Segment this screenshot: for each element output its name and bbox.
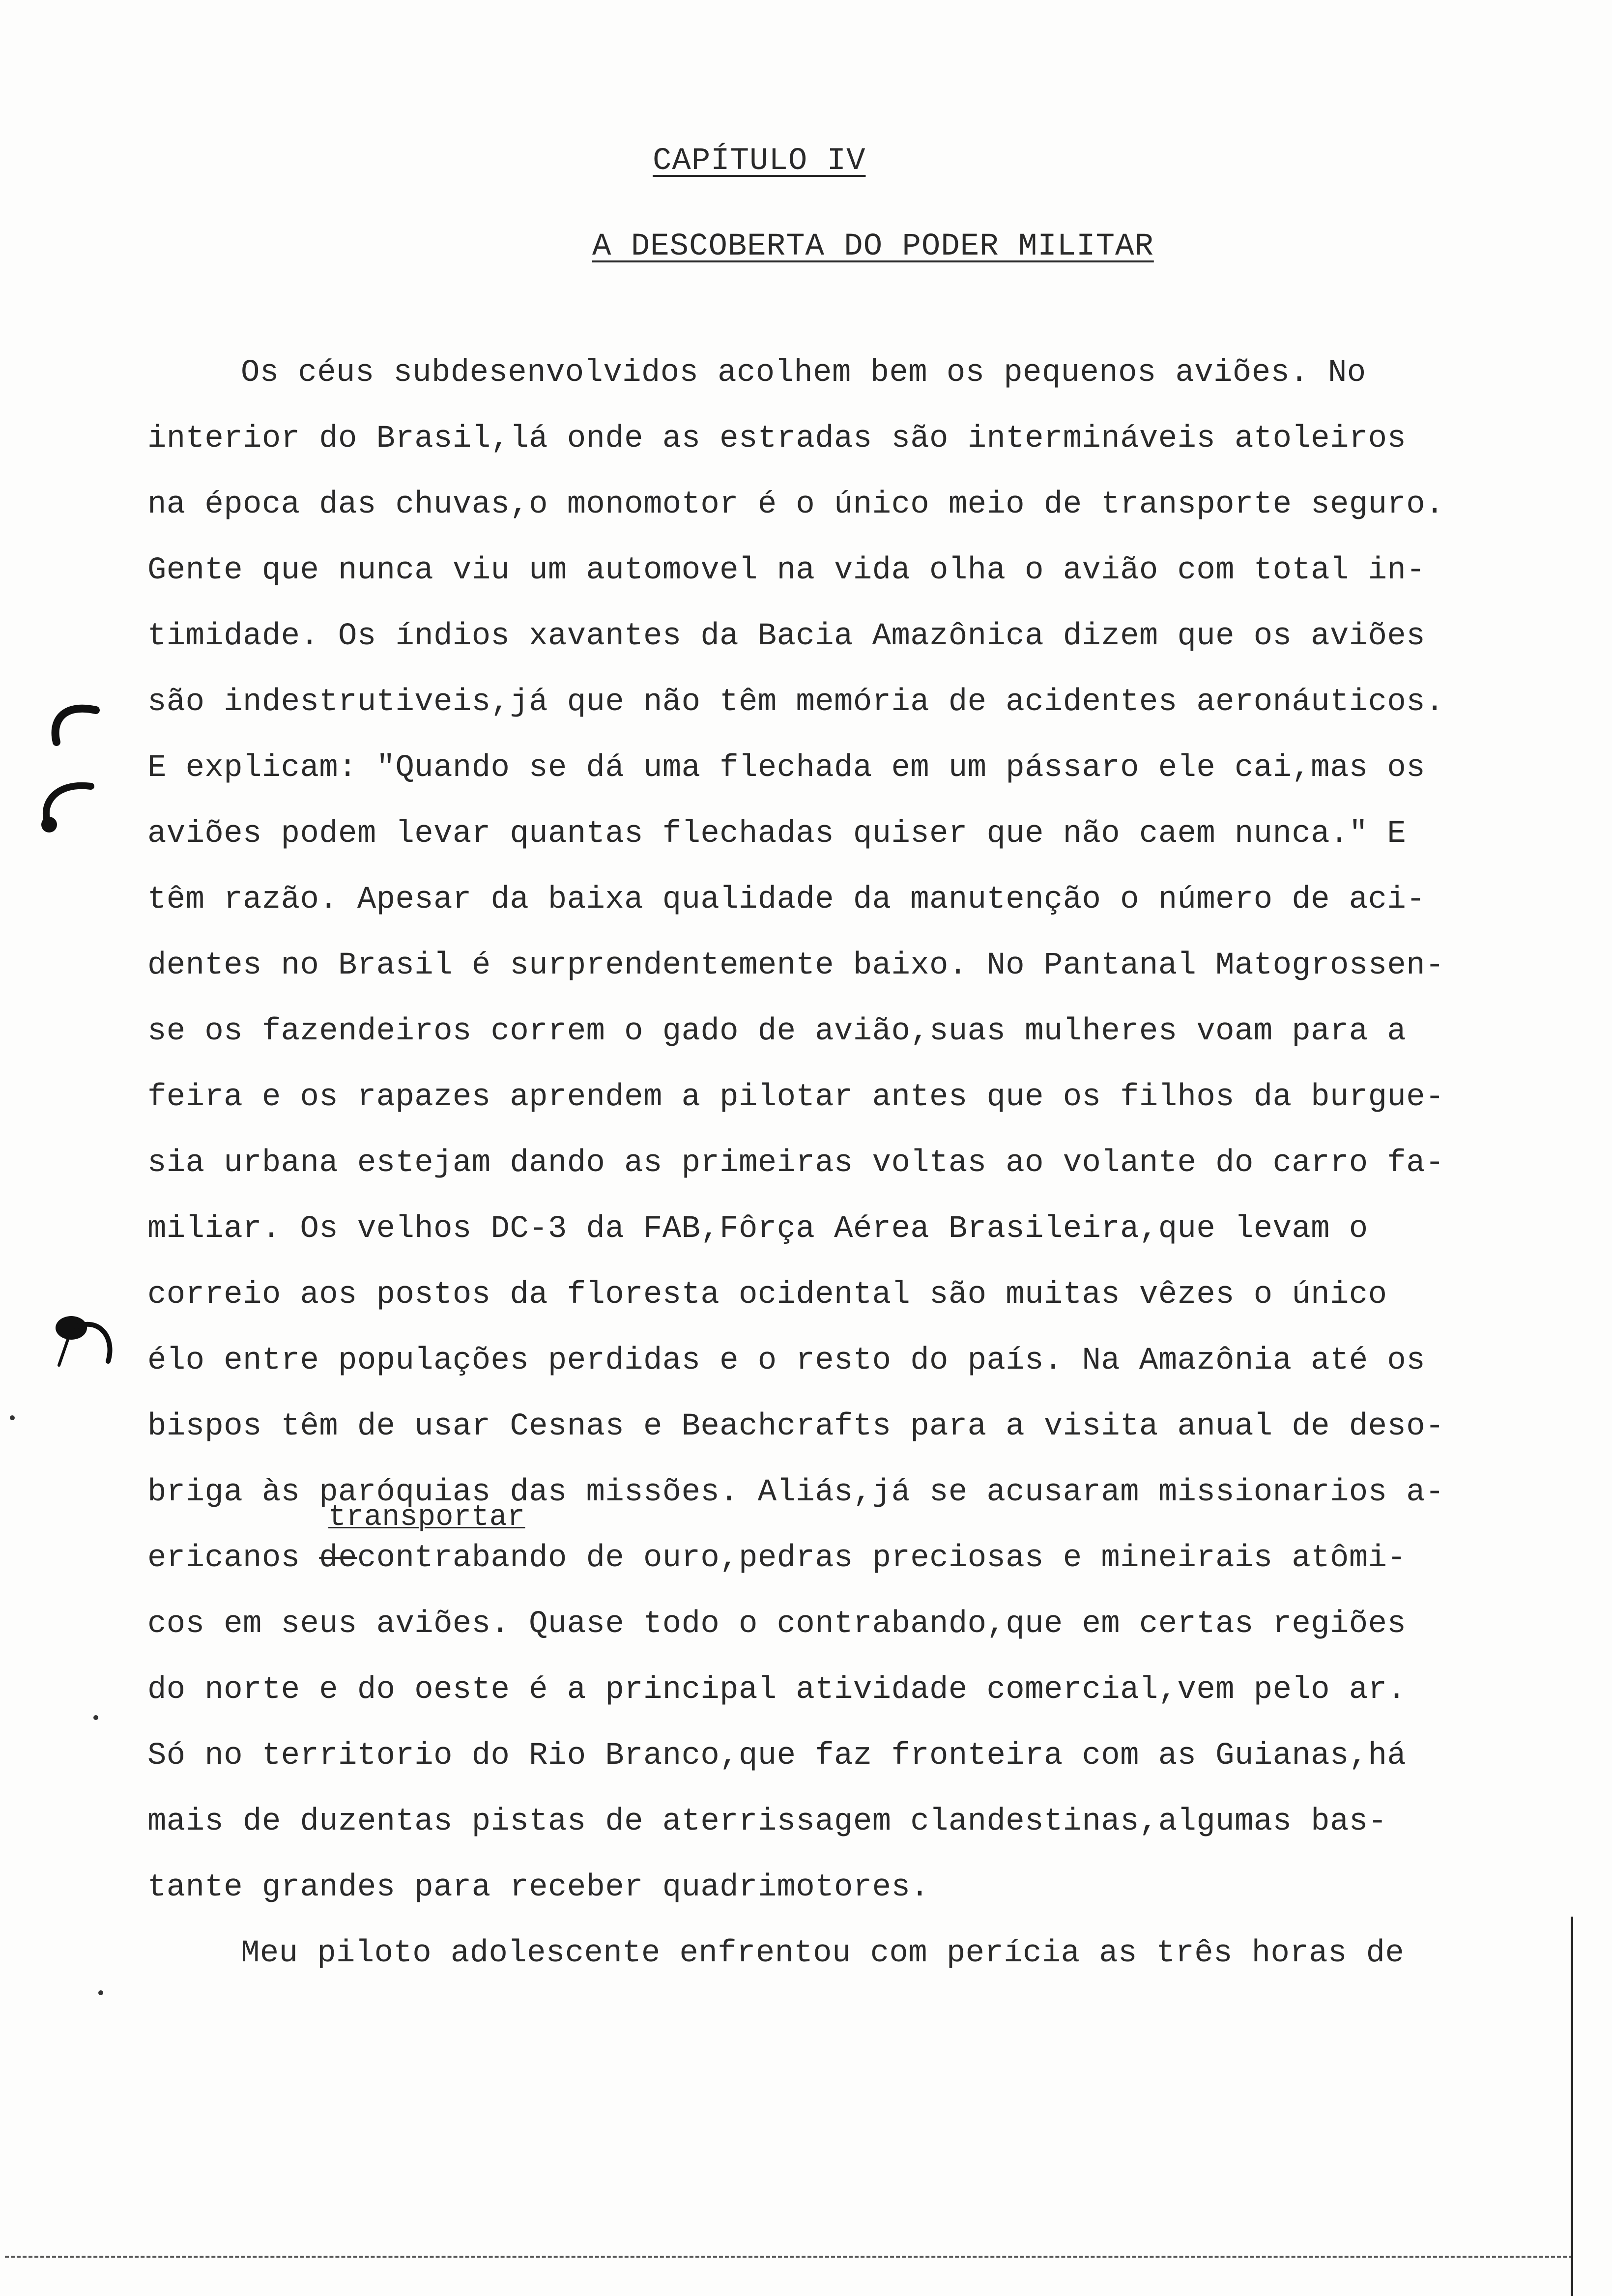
text-line: dentes no Brasil é surprendentemente baixo. No Pantanal Matogrossen- (147, 948, 1444, 983)
text-line: miliar. Os velhos DC-3 da FAB,Fôrça Aérea Brasileira,que levam o (147, 1211, 1368, 1247)
text-line: se os fazendeiros correm o gado de avião,suas mulheres voam para a (147, 1014, 1407, 1049)
text-segment: ericanos (147, 1541, 319, 1576)
text-segment: contrabando de ouro,pedras preciosas e mineirais atômi- (357, 1541, 1407, 1576)
text-line: élo entre populações perdidas e o resto do país. Na Amazônia até os (147, 1343, 1426, 1378)
text-line: bispos têm de usar Cesnas e Beachcrafts para a visita anual de deso- (147, 1409, 1444, 1444)
margin-mark-icon (49, 1307, 123, 1371)
page-edge-dashed-line (5, 2256, 1573, 2258)
text-line: Só no territorio do Rio Branco,que faz fronteira com as Guianas,há (147, 1738, 1407, 1774)
text-line: têm razão. Apesar da baixa qualidade da manutenção o número de aci- (147, 882, 1426, 918)
text-line: aviões podem levar quantas flechadas quiser que não caem nunca." E (147, 816, 1407, 852)
text-line: na época das chuvas,o monomotor é o único meio de transporte seguro. (147, 487, 1444, 522)
speck-mark (93, 1715, 98, 1720)
speck-mark (98, 1990, 103, 1995)
text-line: Meu piloto adolescente enfrentou com perícia as três horas de (241, 1936, 1405, 1971)
handwritten-correction: transportar (328, 1501, 525, 1534)
text-line: E explicam: "Quando se dá uma flechada em um pássaro ele cai,mas os (147, 750, 1426, 786)
speck-mark (10, 1415, 15, 1420)
text-line: interior do Brasil,lá onde as estradas são intermináveis atoleiros (147, 421, 1407, 457)
body-text (147, 340, 1533, 1986)
text-line: do norte e do oeste é a principal atividade comercial,vem pelo ar. (147, 1672, 1407, 1708)
text-line: briga às paróquias das missões. Aliás,já se acusaram missionarios a- (147, 1475, 1444, 1510)
text-line: Os céus subdesenvolvidos acolhem bem os pequenos aviões. No (241, 355, 1366, 391)
text-line: sia urbana estejam dando as primeiras voltas ao volante do carro fa- (147, 1146, 1444, 1181)
text-line: Gente que nunca viu um automovel na vida olha o avião com total in- (147, 553, 1426, 588)
margin-mark-icon (47, 693, 106, 747)
text-line: feira e os rapazes aprendem a pilotar antes que os filhos da burgue- (147, 1080, 1444, 1115)
text-line: cos em seus aviões. Quase todo o contrabando,que em certas regiões (147, 1607, 1407, 1642)
text-line: são indestrutiveis,já que não têm memória de acidentes aeronáuticos. (147, 685, 1444, 720)
text-line-with-correction (147, 1501, 1533, 1591)
text-line: tante grandes para receber quadrimotores. (147, 1870, 930, 1905)
text-line: timidade. Os índios xavantes da Bacia Amazônica dizem que os aviões (147, 619, 1426, 654)
chapter-title: CAPÍTULO IV (653, 144, 866, 179)
text-line: mais de duzentas pistas de aterrissagem clandestinas,algumas bas- (147, 1804, 1387, 1839)
struck-text: de (319, 1541, 357, 1576)
text-line: correio aos postos da floresta ocidental são muitas vêzes o único (147, 1277, 1387, 1313)
margin-mark-icon (34, 767, 98, 835)
page-edge-vertical-line (1571, 1917, 1573, 2296)
chapter-subtitle: A DESCOBERTA DO PODER MILITAR (592, 229, 1154, 264)
